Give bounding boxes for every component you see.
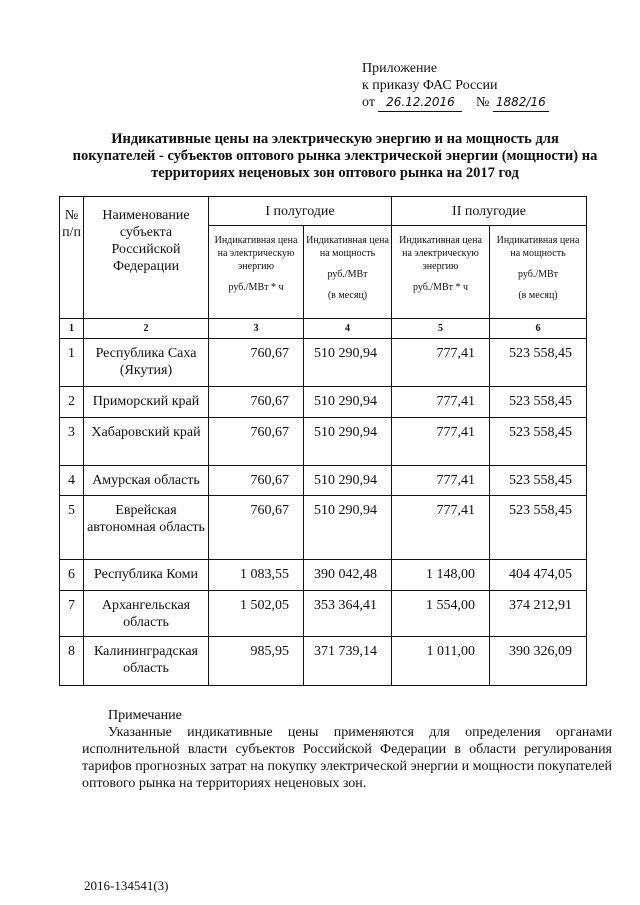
table-row	[60, 496, 587, 560]
appendix-date-line	[362, 94, 549, 112]
region-name: Республика Саха (Якутия)	[84, 339, 209, 387]
energy-price-h1: 760,67	[209, 496, 304, 560]
power-price-h2: 523 558,45	[490, 339, 587, 387]
row-number: 8	[60, 637, 84, 686]
date-prefix: от	[362, 95, 375, 110]
column-number-row	[60, 319, 587, 339]
subheader-energy-h2	[392, 226, 490, 319]
note-text: Указанные индикативные цены применяются для определения органами исполнительной власти субъектов Российской Федерации в области регулирования тарифов прогнозных затрат на покупку электрической энергии и мощности покупателей оптового рынка на территориях неценовых зон.	[82, 725, 612, 791]
document-id: 2016-134541(3)	[84, 878, 169, 893]
row-number: 6	[60, 560, 84, 591]
header-region: Наименование субъекта Российской Федерации	[84, 197, 209, 319]
row-number: 4	[60, 466, 84, 496]
header-row	[60, 197, 587, 226]
energy-price-h2: 1 011,00	[392, 637, 490, 686]
header-number: № п/п	[60, 197, 84, 319]
region-name: Хабаровский край	[84, 418, 209, 466]
power-price-h1: 371 739,14	[304, 637, 392, 686]
table-row	[60, 418, 587, 466]
document-title: Индикативные цены на электрическую энергию и на мощность для покупателей - субъектов оптового рынка электрической энергии (мощности) на территориях неценовых зон оптового рынка на 2017 год	[72, 131, 598, 181]
table-row	[60, 637, 587, 686]
energy-price-h2: 777,41	[392, 339, 490, 387]
subheader-power-h1	[304, 226, 392, 319]
energy-price-h1: 985,95	[209, 637, 304, 686]
subheader-energy-h1	[209, 226, 304, 319]
power-price-h2: 523 558,45	[490, 466, 587, 496]
subheader-power-h2	[490, 226, 587, 319]
table-row	[60, 591, 587, 637]
subheader-power-h1-period: (в месяц)	[327, 290, 368, 301]
energy-price-h1: 760,67	[209, 339, 304, 387]
energy-price-h2: 777,41	[392, 466, 490, 496]
column-number: 6	[490, 319, 587, 339]
appendix-order-ref: к приказу ФАС России	[362, 78, 498, 93]
region-name: Архангельская область	[84, 591, 209, 637]
power-price-h1: 353 364,41	[304, 591, 392, 637]
table-row	[60, 339, 587, 387]
power-price-h1: 510 290,94	[304, 496, 392, 560]
subheader-power-h2-unit: руб./МВт	[517, 269, 559, 280]
subheader-power-h2-label: Индикативная цена на мощность	[496, 235, 580, 259]
power-price-h2: 523 558,45	[490, 496, 587, 560]
table-row	[60, 466, 587, 496]
power-price-h2: 523 558,45	[490, 418, 587, 466]
handwritten-number: 1882/16	[493, 94, 549, 112]
subheader-power-h1-label: Индикативная цена на мощность	[306, 235, 389, 259]
power-price-h2: 374 212,91	[490, 591, 587, 637]
energy-price-h1: 760,67	[209, 387, 304, 418]
power-price-h2: 523 558,45	[490, 387, 587, 418]
energy-price-h1: 760,67	[209, 466, 304, 496]
price-table	[59, 196, 587, 686]
energy-price-h2: 1 554,00	[392, 591, 490, 637]
subheader-energy-h2-label: Индикативная цена на электрическую энергию	[399, 235, 482, 272]
column-number: 4	[304, 319, 392, 339]
energy-price-h1: 1 083,55	[209, 560, 304, 591]
energy-price-h2: 777,41	[392, 418, 490, 466]
row-number: 5	[60, 496, 84, 560]
column-number: 2	[84, 319, 209, 339]
subheader-power-h2-period: (в месяц)	[518, 290, 558, 301]
energy-price-h2: 777,41	[392, 387, 490, 418]
column-number: 1	[60, 319, 84, 339]
region-name: Республика Коми	[84, 560, 209, 591]
header-half-2: II полугодие	[392, 197, 587, 226]
energy-price-h2: 1 148,00	[392, 560, 490, 591]
power-price-h1: 510 290,94	[304, 418, 392, 466]
table-row	[60, 560, 587, 591]
appendix-block	[362, 60, 549, 112]
note-section	[82, 707, 612, 792]
energy-price-h1: 1 502,05	[209, 591, 304, 637]
region-name: Еврейская автономная область	[84, 496, 209, 560]
energy-price-h2: 777,41	[392, 496, 490, 560]
power-price-h1: 510 290,94	[304, 339, 392, 387]
subheader-energy-h2-unit: руб./МВт * ч	[412, 282, 469, 293]
energy-price-h1: 760,67	[209, 418, 304, 466]
column-number: 3	[209, 319, 304, 339]
region-name: Приморский край	[84, 387, 209, 418]
power-price-h2: 404 474,05	[490, 560, 587, 591]
header-half-1: I полугодие	[209, 197, 392, 226]
subheader-power-h1-unit: руб./МВт	[327, 269, 368, 280]
power-price-h2: 390 326,09	[490, 637, 587, 686]
region-name: Калининградская область	[84, 637, 209, 686]
power-price-h1: 510 290,94	[304, 466, 392, 496]
subheader-energy-h1-label: Индикативная цена на электрическую энергию	[214, 235, 298, 272]
row-number: 7	[60, 591, 84, 637]
appendix-title: Приложение	[362, 61, 438, 76]
column-number: 5	[392, 319, 490, 339]
number-prefix: №	[475, 95, 490, 110]
table-row	[60, 387, 587, 418]
power-price-h1: 390 042,48	[304, 560, 392, 591]
row-number: 2	[60, 387, 84, 418]
row-number: 1	[60, 339, 84, 387]
region-name: Амурская область	[84, 466, 209, 496]
subheader-energy-h1-unit: руб./МВт * ч	[228, 282, 284, 293]
power-price-h1: 510 290,94	[304, 387, 392, 418]
row-number: 3	[60, 418, 84, 466]
note-heading: Примечание	[108, 708, 182, 723]
handwritten-date: 26.12.2016	[378, 94, 462, 112]
